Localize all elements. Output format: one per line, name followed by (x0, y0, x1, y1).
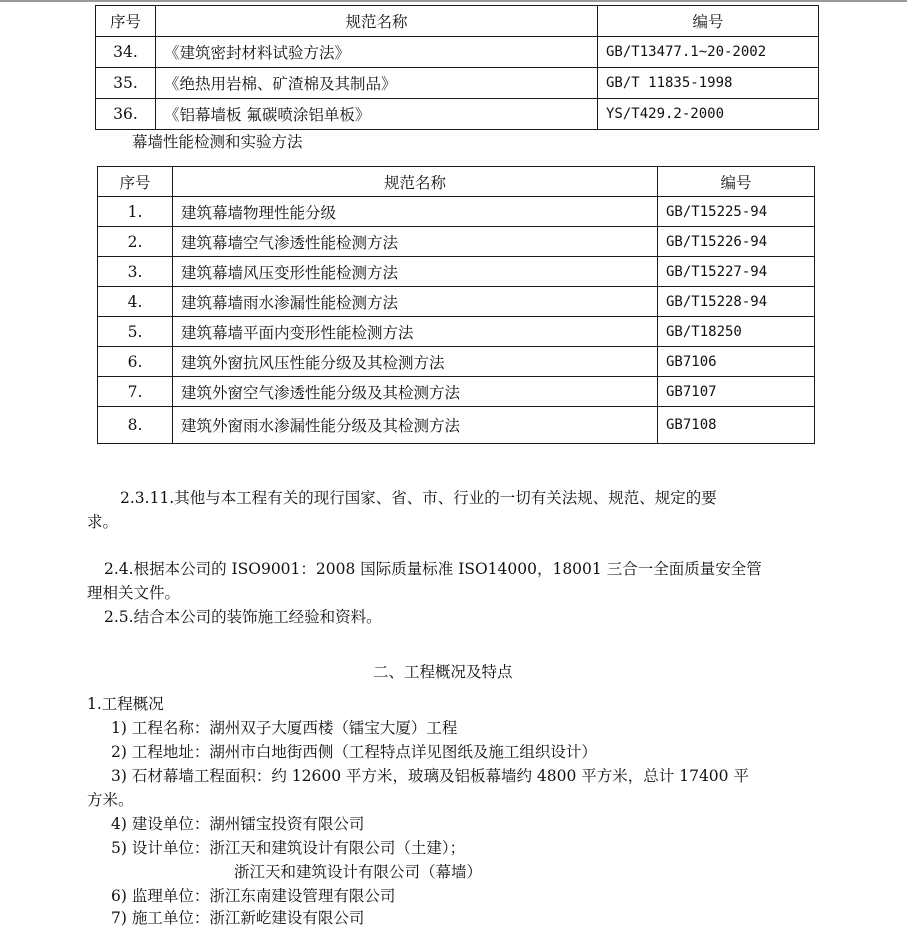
row-serial: 4. (98, 287, 173, 317)
overview-item-project-name: 1) 工程名称：湖州双子大厦西楼（镭宝大厦）工程 (111, 719, 458, 737)
overview-item-address: 2) 工程地址：湖州市白地街西侧（工程特点详见图纸及施工组织设计） (111, 743, 597, 761)
overview-item-designer-line2: 浙江天和建筑设计有限公司（幕墙） (234, 863, 483, 881)
table-row (98, 347, 815, 377)
table-header-row (96, 6, 819, 37)
row-code: GB/T15225-94 (658, 197, 815, 227)
overview-item-contractor: 7) 施工单位：浙江新屹建设有限公司 (111, 909, 365, 927)
row-serial: 2. (98, 227, 173, 257)
paragraph-2-4-line1: 2.4.根据本公司的 ISO9001：2008 国际质量标准 ISO14000，18001 三合一全面质量安全管 (104, 560, 762, 578)
paragraph-2-4-line2: 理相关文件。 (87, 584, 181, 602)
row-serial: 3. (98, 257, 173, 287)
row-standard-name: 建筑幕墙风压变形性能检测方法 (173, 257, 658, 287)
row-standard-name: 建筑幕墙平面内变形性能检测方法 (173, 317, 658, 347)
header-code: 编号 (598, 6, 819, 37)
table-row (98, 317, 815, 347)
row-code: YS/T429.2-2000 (598, 99, 819, 130)
header-code: 编号 (658, 167, 815, 197)
row-code: GB/T 11835-1998 (598, 68, 819, 99)
header-serial: 序号 (98, 167, 173, 197)
row-serial: 8. (98, 407, 173, 444)
table-row (98, 227, 815, 257)
paragraph-2-3-11-line2: 求。 (87, 513, 119, 531)
row-standard-name: 建筑外窗抗风压性能分级及其检测方法 (173, 347, 658, 377)
row-standard-name: 建筑幕墙雨水渗漏性能检测方法 (173, 287, 658, 317)
row-standard-name: 建筑外窗雨水渗漏性能分级及其检测方法 (173, 407, 658, 444)
row-code: GB7106 (658, 347, 815, 377)
overview-item-area-line1: 3) 石材幕墙工程面积：约 12600 平方米，玻璃及铝板幕墙约 4800 平方米，总计 17400 平 (111, 767, 749, 785)
row-code: GB/T13477.1~20-2002 (598, 37, 819, 68)
standards-table-1 (95, 5, 819, 130)
table-row (96, 68, 819, 99)
overview-item-area-line2: 方米。 (87, 791, 134, 809)
table-header-row (98, 167, 815, 197)
row-standard-name: 建筑外窗空气渗透性能分级及其检测方法 (173, 377, 658, 407)
row-code: GB7108 (658, 407, 815, 444)
table-row (98, 287, 815, 317)
table-row (96, 37, 819, 68)
row-standard-name: 《建筑密封材料试验方法》 (156, 37, 598, 68)
overview-item-owner: 4) 建设单位：湖州镭宝投资有限公司 (111, 815, 365, 833)
standards-table-2 (97, 166, 815, 444)
table-row (96, 99, 819, 130)
section-label: 幕墙性能检测和实验方法 (132, 133, 303, 151)
row-serial: 1. (98, 197, 173, 227)
row-serial: 5. (98, 317, 173, 347)
overview-title: 1.工程概况 (87, 695, 164, 713)
row-serial: 36. (96, 99, 156, 130)
row-serial: 35. (96, 68, 156, 99)
row-standard-name: 《铝幕墙板 氟碳喷涂铝单板》 (156, 99, 598, 130)
overview-item-designer-line1: 5) 设计单位：浙江天和建筑设计有限公司（土建）； (111, 839, 466, 857)
header-standard-name: 规范名称 (173, 167, 658, 197)
table-row (98, 257, 815, 287)
page-top-border (0, 0, 907, 2)
overview-item-supervisor: 6) 监理单位：浙江东南建设管理有限公司 (111, 887, 396, 905)
header-serial: 序号 (96, 6, 156, 37)
table-row (98, 377, 815, 407)
paragraph-2-3-11-line1: 2.3.11.其他与本工程有关的现行国家、省、市、行业的一切有关法规、规范、规定的要 (120, 489, 717, 507)
row-serial: 6. (98, 347, 173, 377)
table-row (98, 197, 815, 227)
row-code: GB/T15226-94 (658, 227, 815, 257)
chapter-title: 二、工程概况及特点 (373, 663, 513, 681)
row-code: GB7107 (658, 377, 815, 407)
row-standard-name: 《绝热用岩棉、矿渣棉及其制品》 (156, 68, 598, 99)
header-standard-name: 规范名称 (156, 6, 598, 37)
row-code: GB/T15227-94 (658, 257, 815, 287)
paragraph-2-5: 2.5.结合本公司的装饰施工经验和资料。 (104, 608, 382, 626)
row-code: GB/T15228-94 (658, 287, 815, 317)
table-row (98, 407, 815, 444)
row-standard-name: 建筑幕墙物理性能分级 (173, 197, 658, 227)
row-serial: 7. (98, 377, 173, 407)
row-serial: 34. (96, 37, 156, 68)
row-standard-name: 建筑幕墙空气渗透性能检测方法 (173, 227, 658, 257)
row-code: GB/T18250 (658, 317, 815, 347)
